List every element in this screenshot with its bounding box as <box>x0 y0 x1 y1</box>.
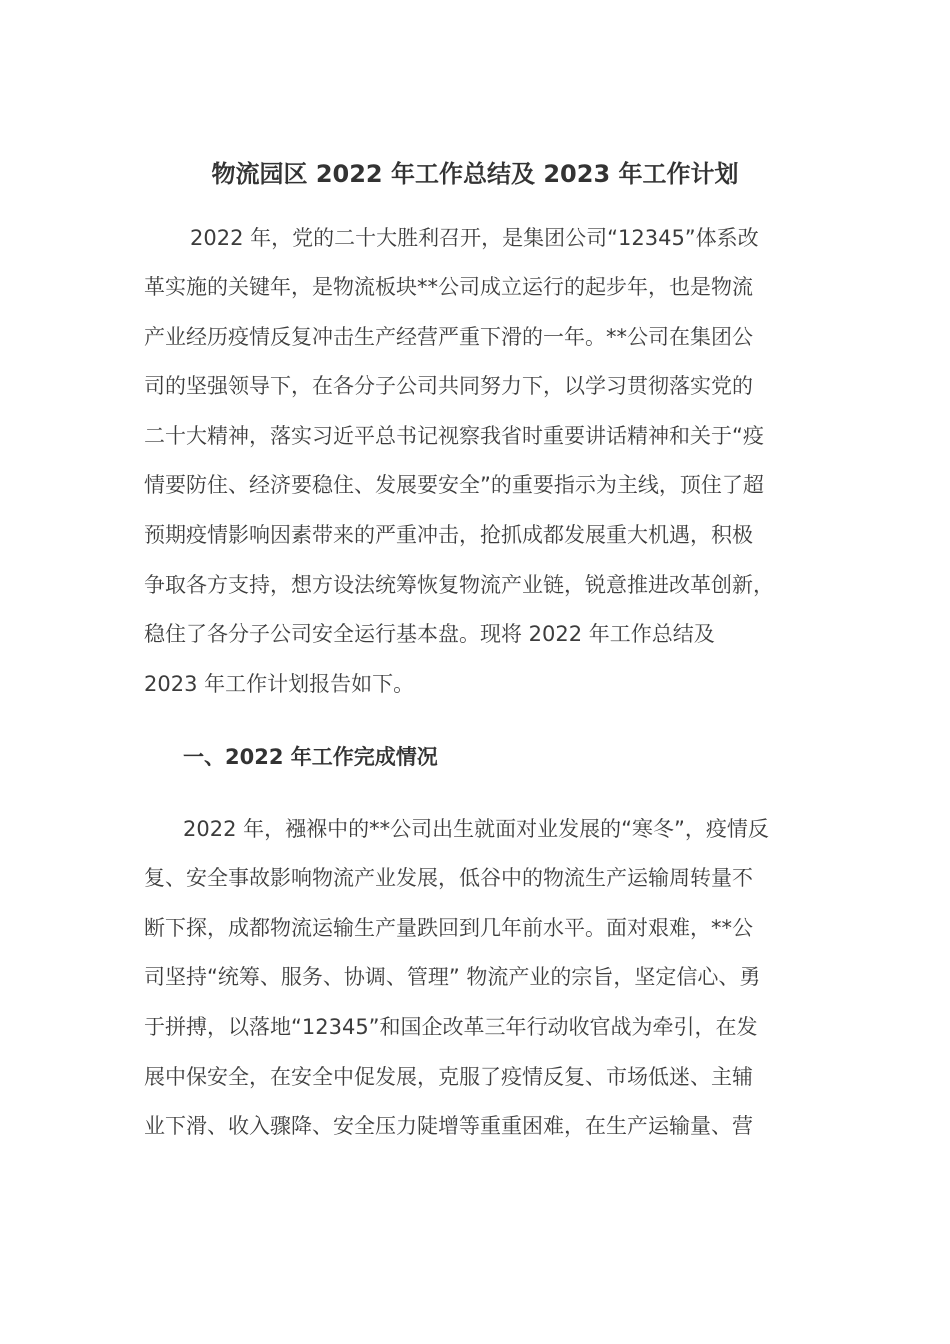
paragraph-2-line-1: 2022 年，襁褓中的**公司出生就面对业发展的“寒冬”，疫情反 <box>183 817 769 841</box>
paragraph-2-line-5: 于拼搏，以落地“12345”和国企改革三年行动收官战为牵引，在发 <box>144 1015 758 1039</box>
document-title: 物流园区 2022 年工作总结及 2023 年工作计划 <box>211 160 739 188</box>
paragraph-2-line-4: 司坚持“统筹、服务、协调、管理” 物流产业的宗旨，坚定信心、勇 <box>144 965 761 989</box>
paragraph-2-line-3: 断下探，成都物流运输生产量跌回到几年前水平。面对艰难，**公 <box>144 916 753 940</box>
paragraph-1-line-1: 2022 年，党的二十大胜利召开，是集团公司“12345”体系改 <box>190 226 759 250</box>
paragraph-1-line-4: 司的坚强领导下，在各分子公司共同努力下，以学习贯彻落实党的 <box>144 374 753 398</box>
paragraph-1-line-2: 革实施的关键年，是物流板块**公司成立运行的起步年，也是物流 <box>144 275 753 299</box>
paragraph-1-line-9: 稳住了各分子公司安全运行基本盘。现将 2022 年工作总结及 <box>144 622 715 646</box>
paragraph-1-line-3: 产业经历疫情反复冲击生产经营严重下滑的一年。**公司在集团公 <box>144 325 753 349</box>
paragraph-2-line-2: 复、安全事故影响物流产业发展，低谷中的物流生产运输周转量不 <box>144 866 753 890</box>
paragraph-2-line-7: 业下滑、收入骤降、安全压力陡增等重重困难，在生产运输量、营 <box>144 1114 753 1138</box>
paragraph-1-line-7: 预期疫情影响因素带来的严重冲击，抢抓成都发展重大机遇，积极 <box>144 523 753 547</box>
paragraph-1-line-5: 二十大精神，落实习近平总书记视察我省时重要讲话精神和关于“疫 <box>144 424 764 448</box>
paragraph-2-line-6: 展中保安全，在安全中促发展，克服了疫情反复、市场低迷、主辅 <box>144 1065 753 1089</box>
paragraph-1-line-10: 2023 年工作计划报告如下。 <box>144 672 415 696</box>
paragraph-1-line-6: 情要防住、经济要稳住、发展要安全”的重要指示为主线，顶住了超 <box>144 473 764 497</box>
paragraph-1-line-8: 争取各方支持，想方设法统筹恢复物流产业链，锐意推进改革创新， <box>144 573 774 597</box>
section-1-heading: 一、2022 年工作完成情况 <box>183 745 438 769</box>
